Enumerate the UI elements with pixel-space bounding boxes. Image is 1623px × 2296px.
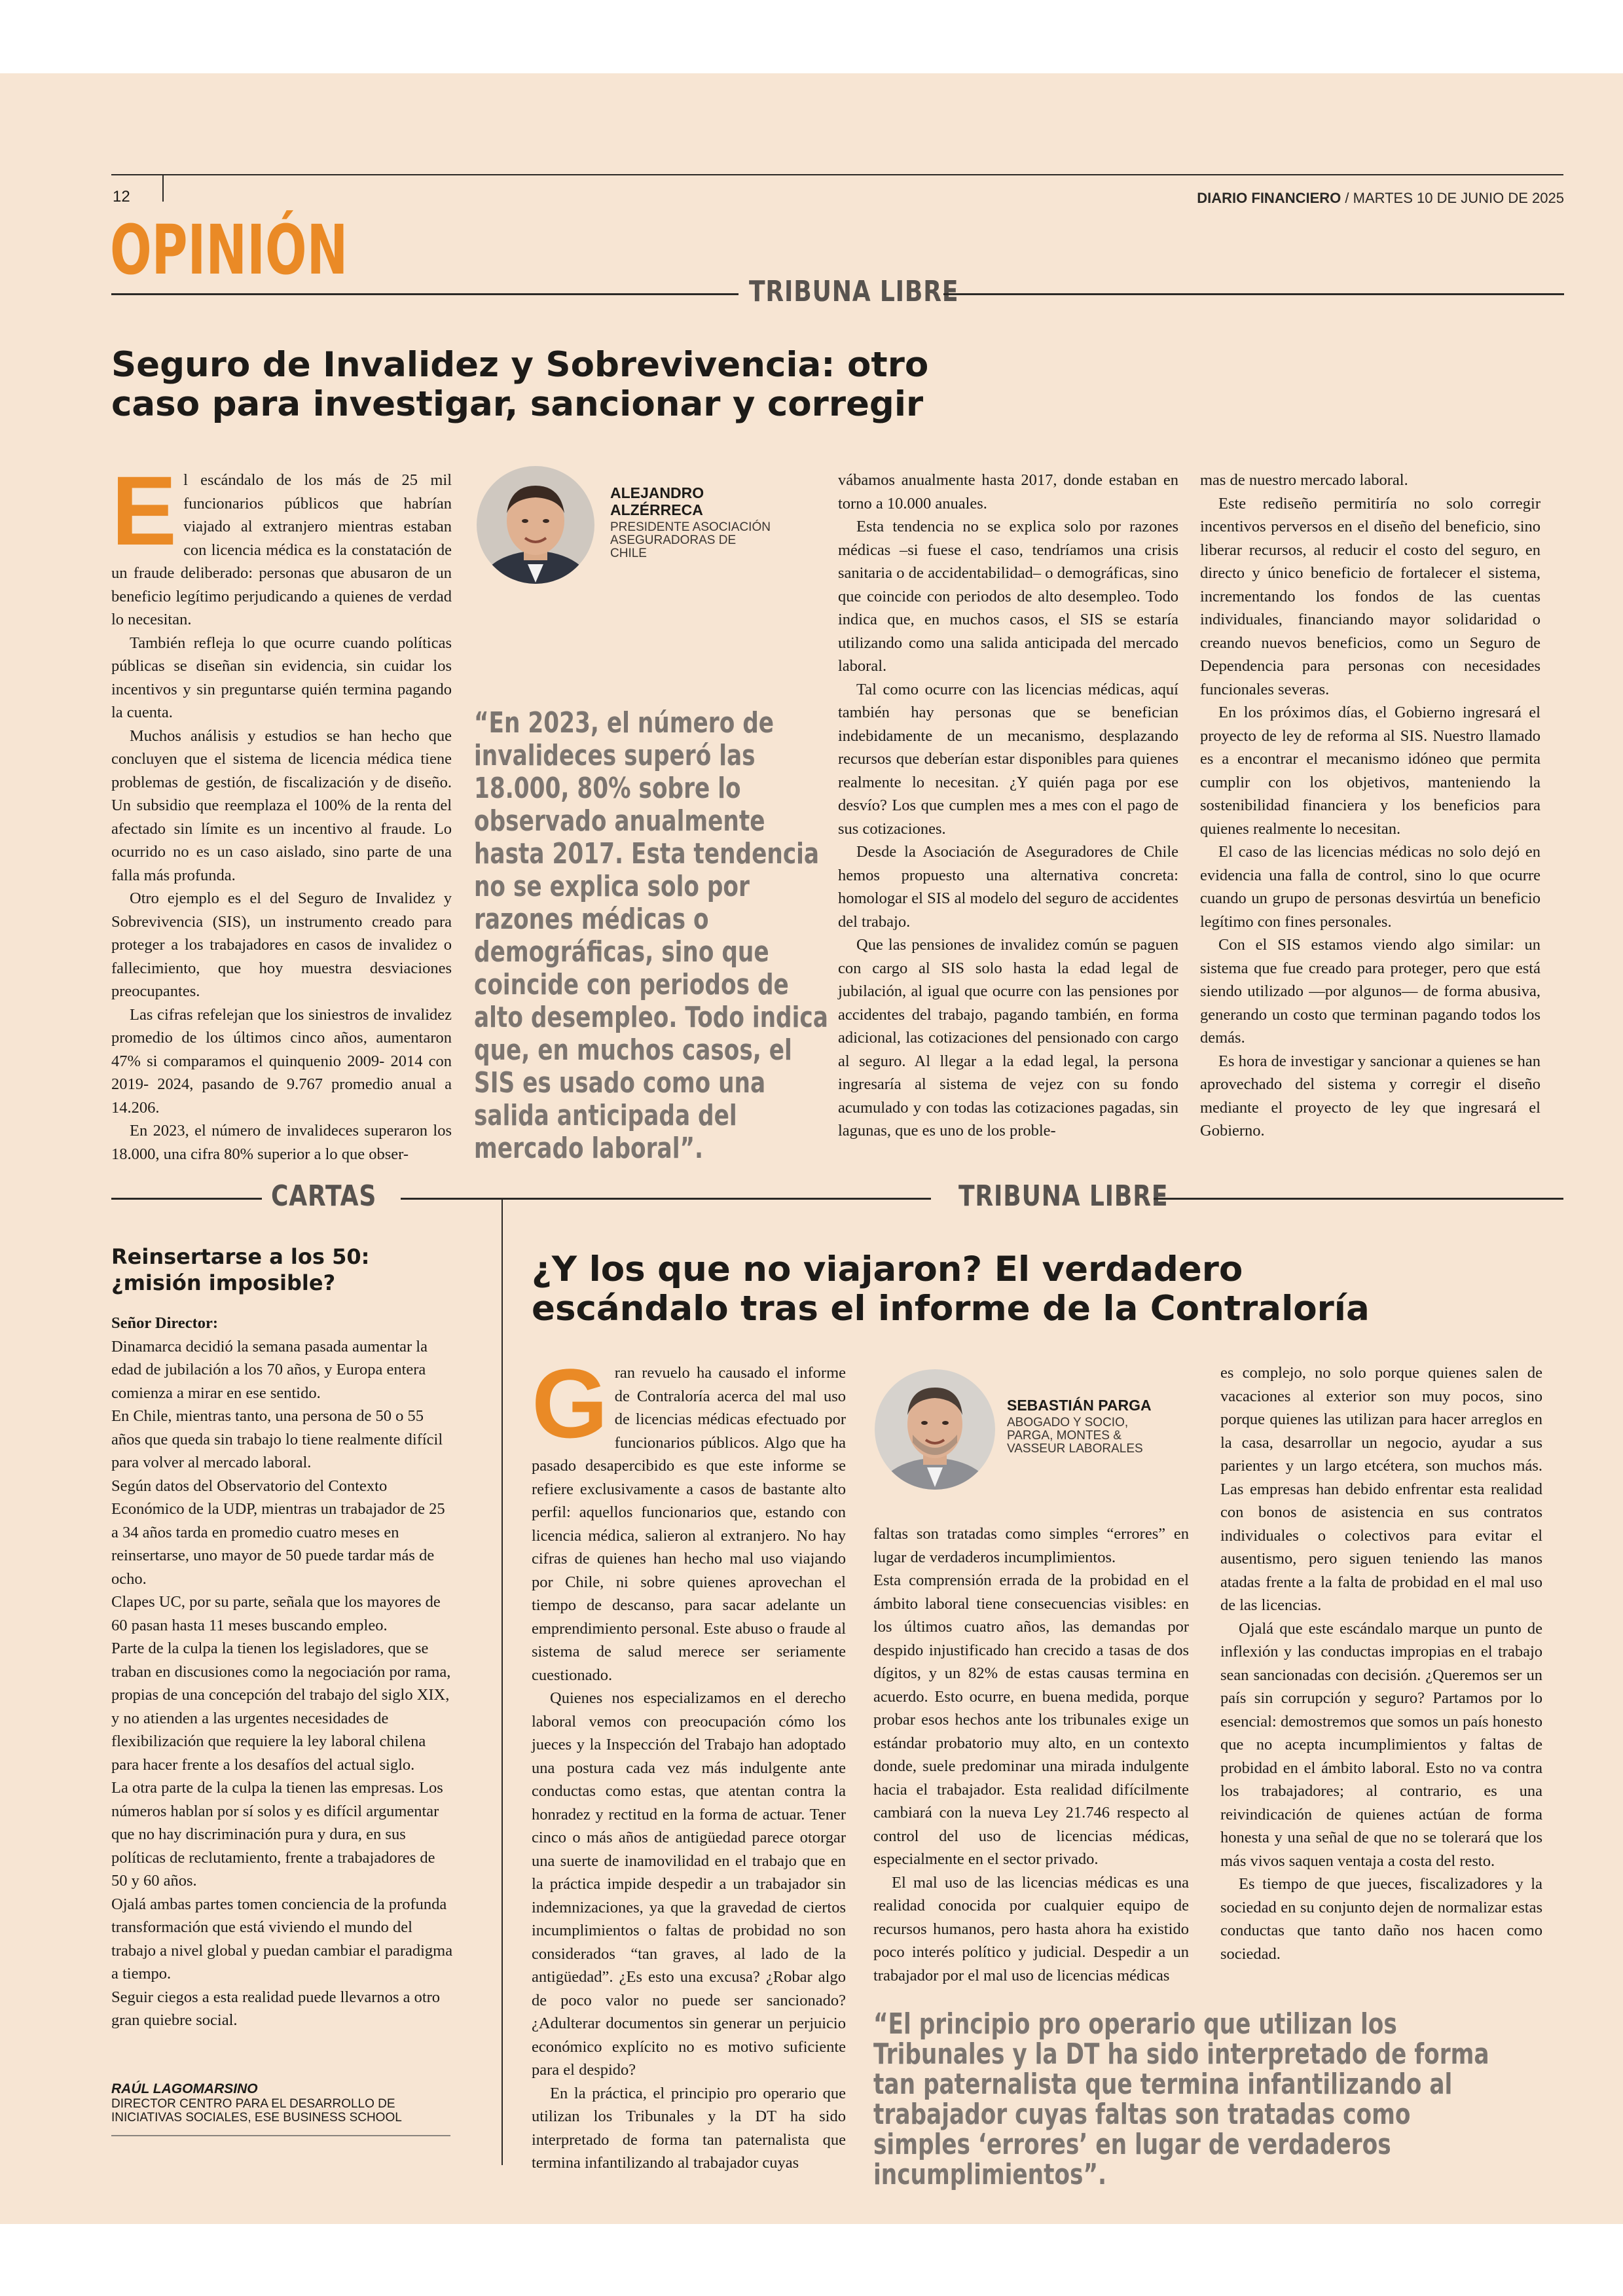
paragraph: l escándalo de los más de 25 mil funcionarios públicos que habrían viajado al extranjero mientras estaban con licencia médica es la constatación de un fraude deliberado: personas que abusaron de un beneficio legítimo perjudicando a quienes de verdad lo necesitan. <box>111 471 452 628</box>
paragraph: Clapes UC, por su parte, señala que los mayores de 60 pasan hasta 11 meses buscando empleo. <box>111 1593 441 1634</box>
paragraph: faltas son tratadas como simples “errores” en lugar de verdaderos incumplimientos. <box>873 1525 1189 1566</box>
article1-headline-line1: Seguro de Invalidez y Sobrevivencia: otro <box>111 345 929 385</box>
signature-name: RAÚL LAGOMARSINO <box>111 2081 258 2096</box>
author-role-line: VASSEUR LABORALES <box>1007 1442 1143 1456</box>
author-info-alejandro <box>610 484 807 560</box>
section-title: OPINIÓN <box>110 210 348 290</box>
paragraph: mas de nuestro mercado laboral. <box>1200 471 1408 489</box>
author-info-sebastian <box>1007 1397 1203 1456</box>
author-role <box>1007 1416 1203 1456</box>
tribuna-rule-left <box>111 293 739 295</box>
cartas-signature <box>111 2081 465 2125</box>
author-photo-alejandro <box>477 466 594 584</box>
publication-name: DIARIO FINANCIERO <box>1197 190 1341 206</box>
tribuna-libre-label: TRIBUNA LIBRE <box>749 275 959 308</box>
page-number: 12 <box>113 188 130 206</box>
cartas-title-line: ¿misión imposible? <box>111 1270 336 1295</box>
cartas-title-line: Reinsertarse a los 50: <box>111 1244 370 1269</box>
paragraph: El caso de las licencias médicas no solo dejó en evidencia una falla de control, sino lo que ocurre cuando un grupo de personas desvirtúa un beneficio legítimo con fines personales. <box>1200 843 1541 931</box>
cartas-rule-right <box>401 1198 931 1200</box>
tribuna-libre-label-2: TRIBUNA LIBRE <box>958 1179 1169 1213</box>
header-page-divider <box>162 174 164 202</box>
tribuna2-rule-right <box>1154 1198 1563 1200</box>
signature-role: INICIATIVAS SOCIALES, ESE BUSINESS SCHOOL <box>111 2111 402 2125</box>
author-photo-sebastian <box>875 1369 995 1490</box>
header-publication <box>1197 190 1564 207</box>
paragraph: Ojalá ambas partes tomen conciencia de la profunda transformación que está viviendo el mundo del trabajo a nivel global y puedan cambiar el paradigma a tiempo. <box>111 1895 453 1982</box>
author-role <box>610 521 807 560</box>
paragraph: En Chile, mientras tanto, una persona de 50 o 55 años que queda sin trabajo lo tiene realmente difícil para volver al mercado laboral. <box>111 1407 443 1471</box>
paragraph: El mal uso de las licencias médicas es una realidad conocida por cualquier equipo de recursos humanos, pero hasta ahora ha existido poco interés político y judicial. Despedir a un trabajador por el mal uso de licencias médicas <box>873 1873 1189 1984</box>
article1-dropcap: E <box>111 456 177 565</box>
paragraph: Parte de la culpa la tienen los legisladores, que se traban en discusiones como la negociación por rama, propias de una concepción del trabajo del siglo XIX, y no atienden a las urgentes necesidades de flexibilización que requiere la ley laboral chilena para hacer frente a los desafíos del actual siglo. <box>111 1640 451 1774</box>
paragraph: Esta comprensión errada de la probidad en el ámbito laboral tiene consecuencias visibles: en los últimos cuatro años, las demandas por despido injustificado han crecido a tasas de dos dígitos, y un 82% de estas causas termina en acuerdo. Esto ocurre, en buena medida, porque probar esos hechos ante los tribunales exige un estándar probatorio muy alto, en un contexto donde, suele predominar una mirada indulgente hacia el trabajador. Esta realidad difícilmente cambiará con la nueva Ley 21.746 respecto al control del uso de licencias médicas, especialmente en el sector privado. <box>873 1571 1189 1868</box>
paragraph: ran revuelo ha causado el informe de Contraloría acerca del mal uso de licencias médicas efectuado por funcionarios públicos. Algo que ha pasado desapercibido es que este informe se refiere exclusivamente a casos de bastante alto perfil: aquellos funcionarios que, estando con licencia médica, salieron al extranjero. No hay cifras de quienes han hecho mal uso viajando por Chile, ni sobre quienes aprovechan el tiempo de descanso, para sacar adelante un emprendimiento personal. Este abuso o fraude al sistema de salud merece ser seriamente cuestionado. <box>532 1364 846 1684</box>
author-role-line: PRESIDENTE ASOCIACIÓN <box>610 520 771 534</box>
paragraph: La otra parte de la culpa la tienen las empresas. Los números hablan por sí solos y es difícil argumentar que no hay discriminación pura y dura, en sus políticas de reclutamiento, frente a trabajadores de 50 y 60 años. <box>111 1779 443 1890</box>
paragraph: Es hora de investigar y sancionar a quienes se han aprovechado del sistema y corregir el diseño mediante el proyecto de ley que ingresará el Gobierno. <box>1200 1052 1541 1139</box>
paragraph: Tal como ocurre con las licencias médicas, aquí también hay personas que se benefician indebidamente de un mecanismo, desplazando recursos que deberían estar disponibles para quienes realmente lo necesitan. ¿Y quién paga por ese desvío? Los que cumplen mes a mes con el pago de sus cotizaciones. <box>838 680 1178 838</box>
author-role-line: PARGA, MONTES & <box>1007 1429 1122 1443</box>
paragraph: Que las pensiones de invalidez común se paguen con cargo al SIS solo hasta la edad legal de jubilación, al igual que ocurre con las pensiones por accidentes del trabajo, pagando también, en forma adicional, las cotizaciones del pensionado con cargo al seguro. Al llegar a la edad legal, la persona ingresaría al sistema de vejez con su fondo acumulado y con todas las cotizaciones pagadas, sin lagunas, que es uno de los proble- <box>838 936 1178 1139</box>
paragraph: En la práctica, el principio pro operario que utilizan los Tribunales y la DT ha sido interpretado de forma tan paternalista que termina infantilizando al trabajador cuyas <box>532 2084 846 2172</box>
author-name: SEBASTIÁN PARGA <box>1007 1397 1152 1414</box>
cartas-rule-left <box>111 1198 262 1200</box>
paragraph: También refleja lo que ocurre cuando políticas públicas se diseñan sin evidencia, sin cuidar los incentivos y sin preguntarse quién termina pagando la cuenta. <box>111 634 452 721</box>
cartas-salutation: Señor Director: <box>111 1314 219 1332</box>
column-divider <box>501 1198 503 2165</box>
article2-headline-line2: escándalo tras el informe de la Contraloría <box>532 1289 1370 1329</box>
article1-headline <box>111 346 1028 424</box>
author-role-line: ASEGURADORAS DE <box>610 533 737 547</box>
tribuna-rule-right <box>943 293 1564 295</box>
publication-date: / MARTES 10 DE JUNIO DE 2025 <box>1345 190 1564 206</box>
paragraph: Las cifras refelejan que los siniestros de invalidez promedio de los últimos cinco años, aumentaron 47% si comparamos el quinquenio 2009- 2014 con 2019- 2024, pasando de 9.767 promedio anual a 14.206. <box>111 1005 452 1117</box>
article1-pull-quote: “En 2023, el número de invalideces superó las 18.000, 80% sobre lo observado anualmente hasta 2017. Esta tendencia no se explica solo por razones médicas o demográficas, sino que coincide con periodos de alto desempleo. Todo indica que, en muchos casos, el SIS es usado como una salida anticipada del mercado laboral”. <box>474 706 828 1165</box>
article1-headline-line2: caso para investigar, sancionar y corregir <box>111 384 924 424</box>
paragraph: Es tiempo de que jueces, fiscalizadores y la sociedad en su conjunto dejen de normalizar estas conductas que tanto daño nos hacen como sociedad. <box>1220 1875 1542 1963</box>
article1-column-4 <box>1200 469 1541 1143</box>
portrait-illustration <box>477 466 594 584</box>
paragraph: Según datos del Observatorio del Contexto Económico de la UDP, mientras un trabajador de 25 a 34 años tarda en promedio cuatro meses en reinsertarse, uno mayor de 50 puede tardar más de ocho. <box>111 1477 445 1588</box>
paragraph: es complejo, no solo porque quienes salen de vacaciones al exterior son muy pocos, sino porque quienes las utilizan para hacer arreglos en la casa, desarrollar un negocio, ayudar a sus parientes y un largo etcétera, son muchos más. Las empresas han debido enfrentar esta realidad con bonos de asistencia en sus contratos individuales o colectivos para evitar el ausentismo, pero siguen teniendo las manos atadas frente a la falta de probidad en el mal uso de las licencias. <box>1220 1364 1542 1614</box>
paragraph: Muchos análisis y estudios se han hecho que concluyen que el sistema de licencia médica tiene problemas de gestión, de fiscalización y de diseño. Un subsidio que reemplaza el 100% de la renta del afectado sin límite es un incentivo al fraude. Lo ocurrido no es un caso aislado, sino parte de una falla más profunda. <box>111 726 452 884</box>
article2-column-2 <box>873 1522 1189 1987</box>
paragraph: vábamos anualmente hasta 2017, donde estaban en torno a 10.000 anuales. <box>838 471 1178 512</box>
paragraph: Ojalá que este escándalo marque un punto de inflexión y las conductas impropias en el trabajo sean sancionadas con decisión. ¿Queremos ser un país sin corrupción y seguro? Partamos por lo esencial: demostremos que somos un país honesto que no acepta incumplimientos y faltas de probidad en el ámbito laboral. Esto no va contra los trabajadores; al contrario, es una reivindicación de quienes actúan de forma honesta y una señal de que no se tolerará que los más vivos saquen ventaja a costa del resto. <box>1220 1619 1542 1870</box>
cartas-title <box>111 1244 478 1296</box>
article1-column-3 <box>838 469 1178 1143</box>
paragraph: Con el SIS estamos viendo algo similar: un sistema que fue creado para proteger, pero que está siendo utilizado —por algunos— de forma abusiva, generando un costo que terminan pagando todos los demás. <box>1200 936 1541 1047</box>
paragraph: Quienes nos especializamos en el derecho laboral vemos con preocupación cómo los jueces y la Inspección del Trabajo han adoptado una postura cada vez más indulgente ante conductas como estas, que atentan contra la honradez y rectitud en la forma de actuar. Tener cinco o más años de antigüedad parece otorgar una suerte de inamovilidad en el trabajo que en la práctica impide despedir a un trabajador sin indemnizaciones, ya que la gravedad de ciertos incumplimientos o faltas de probidad no son considerados “tan graves, al lado de la antigüedad”. ¿Es esto una excusa? ¿Robar algo de poco valor no puede ser sancionado? ¿Adulterar documentos sin generar un perjuicio económico explícito no es motivo suficiente para el despido? <box>532 1689 846 2079</box>
paragraph: Dinamarca decidió la semana pasada aumentar la edad de jubilación a los 70 años, y Europa entera comienza a mirar en ese sentido. <box>111 1337 428 1402</box>
paragraph: Este rediseño permitiría no solo corregir incentivos perversos en el diseño del beneficio, sino liberar recursos, al reducir el costo del seguro, en directo y único beneficio de fortalecer el sistema, incrementando los fondos de las cuentas individuales, financiando mayor solidaridad o creando nuevos beneficios, como un Seguro de Dependencia para personas con necesidades funcionales severas. <box>1200 494 1541 698</box>
author-name: ALEJANDRO <box>610 484 704 501</box>
header-top-rule <box>111 174 1563 175</box>
article2-headline <box>532 1250 1553 1329</box>
portrait-illustration <box>875 1369 995 1490</box>
article2-column-1 <box>532 1348 846 2175</box>
author-role-line: CHILE <box>610 547 647 560</box>
paragraph: Seguir ciegos a esta realidad puede llevarnos a otro gran quiebre social. <box>111 1988 441 2029</box>
paragraph: En los próximos días, el Gobierno ingresará el proyecto de ley de reforma al SIS. Nuestro llamado es a encontrar el mecanismo idóneo que permita cumplir con los objetivos, manteniendo la sostenibilidad financiera y los beneficios para quienes realmente lo necesitan. <box>1200 704 1541 838</box>
paragraph: Esta tendencia no se explica solo por razones médicas –si fuese el caso, tendríamos una crisis sanitaria o de accidentabilidad– o demográficas, sino que coincide con periodos de alto desempleo. Todo indica que, en muchos casos, el SIS se estaría utilizando como una salida anticipada del mercado laboral. <box>838 518 1178 675</box>
cartas-bottom-rule <box>111 2135 450 2136</box>
signature-role: DIRECTOR CENTRO PARA EL DESARROLLO DE <box>111 2097 395 2111</box>
article2-column-3 <box>1220 1361 1542 1965</box>
article1-column-1 <box>111 456 452 1166</box>
article2-dropcap: G <box>532 1348 608 1458</box>
article2-pull-quote: “El principio pro operario que utilizan los Tribunales y la DT ha sido interpretado de forma tan paternalista que termina infantilizando al trabajador cuyas faltas son tratadas como simples ‘errores’ en lugar de verdaderos incumplimientos”. <box>873 2007 1489 2191</box>
cartas-body <box>111 1312 454 2032</box>
author-name: ALZÉRRECA <box>610 501 703 518</box>
paragraph: Otro ejemplo es el del Seguro de Invalidez y Sobrevivencia (SIS), un instrumento creado para proteger a los trabajadores en casos de invalidez o fallecimiento, que hoy muestra desviaciones preocupantes. <box>111 889 452 1000</box>
paragraph: Desde la Asociación de Aseguradores de Chile hemos propuesto una alternativa concreta: homologar el SIS al modelo del seguro de accidentes del trabajo. <box>838 843 1178 931</box>
cartas-label: CARTAS <box>271 1179 377 1213</box>
article2-headline-line1: ¿Y los que no viajaron? El verdadero <box>532 1249 1243 1289</box>
author-role-line: ABOGADO Y SOCIO, <box>1007 1416 1129 1429</box>
paragraph: En 2023, el número de invalideces superaron los 18.000, una cifra 80% superior a lo que obser- <box>111 1122 452 1163</box>
